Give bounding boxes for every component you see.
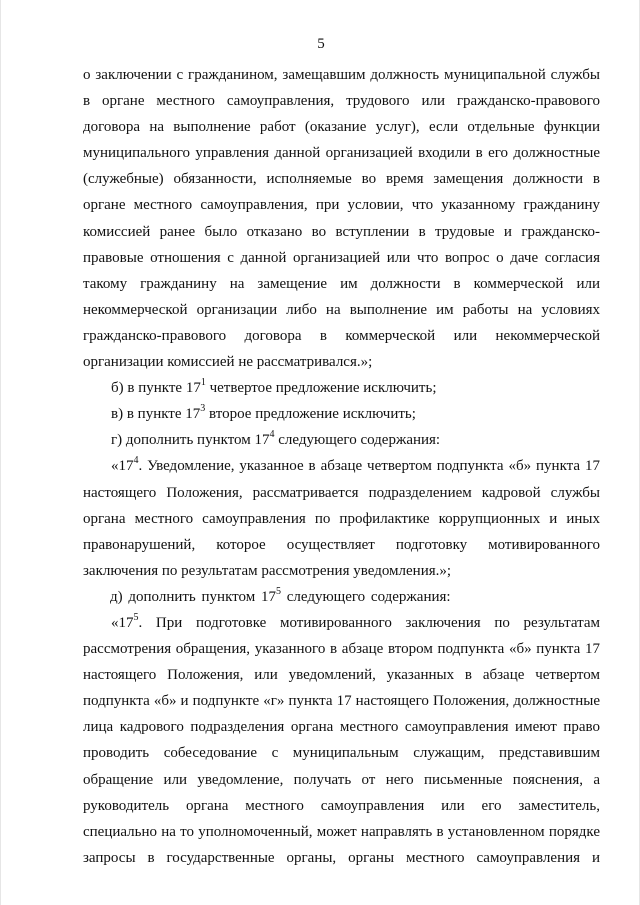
text-line: правовые отношения с данной организацией или что вопрос о даче согласия — [83, 249, 600, 266]
text-line: подпункта «б» и подпункте «г» пункта 17 настоящего Положения, должностные — [83, 693, 600, 710]
paragraph-first-line: б) в пункте $17^1$ четвертое предложение исключить; — [111, 377, 437, 397]
text-line: руководитель органа местного самоуправления или его заместитель, — [83, 797, 600, 814]
text-line: муниципального управления данной организацией входили в его должностные — [83, 145, 600, 162]
text-line: настоящего Положения, или уведомлений, указанных в абзаце четвертом — [83, 667, 600, 684]
text-line: лица кадрового подразделения органа местного самоуправления имеют право — [83, 719, 600, 736]
text-line: гражданско-правового договора в коммерческой или некоммерческой — [83, 327, 600, 344]
text-line: проводить собеседование с муниципальным служащим, представившим — [83, 745, 600, 762]
superscript: 4 — [269, 429, 275, 441]
text-line: организации комиссией не рассматривался.»; — [83, 354, 373, 371]
paragraph-first-line: «$17^5$. При подготовке мотивированного заключения по результатам — [111, 611, 600, 631]
text-line: настоящего Положения, рассматривается подразделением кадровой службы — [83, 484, 600, 501]
superscript: 5 — [133, 611, 139, 623]
text-line: в органе местного самоуправления, трудового или гражданско-правового — [83, 93, 600, 110]
text-line: о заключении с гражданином, замещавшим должность муниципальной службы — [83, 67, 600, 83]
text-line: комиссией ранее было отказано во вступлении в трудовые и гражданско- — [83, 223, 600, 240]
page-number: 5 — [317, 36, 325, 52]
superscript: 3 — [200, 403, 206, 415]
paragraph-first-line: д) дополнить пунктом $17^5$ следующего содержания: — [110, 585, 451, 605]
text-line: (служебные) обязанности, исполняемые во время замещения должности в — [83, 171, 600, 188]
text-line: специально на то уполномоченный, может направлять в установленном порядке — [83, 823, 600, 840]
text-line: заключения по результатам рассмотрения уведомления.»; — [83, 562, 452, 579]
paragraph-first-line: «$17^4$. Уведомление, указанное в абзаце четвертом подпункта «б» пункта 17 — [111, 455, 600, 475]
document-body — [83, 62, 600, 871]
superscript: 4 — [133, 455, 139, 467]
paragraph-first-line: в) в пункте $17^3$ второе предложение исключить; — [111, 403, 416, 423]
text-line: рассмотрения обращения, указанного в абзаце втором подпункта «б» пункта 17 — [83, 641, 600, 658]
text-line: запросы в государственные органы, органы местного самоуправления и — [83, 849, 600, 866]
text-line: правонарушений, которое осуществляет подготовку мотивированного — [83, 536, 600, 553]
superscript: 5 — [275, 585, 281, 597]
paragraph-first-line: г) дополнить пунктом $17^4$ следующего содержания: — [111, 429, 441, 449]
text-line: органа местного самоуправления по профилактике коррупционных и иных — [83, 510, 600, 527]
text-line: договора на выполнение работ (оказание услуг), если отдельные функции — [83, 119, 600, 136]
text-line: такому гражданину на замещение им должности в коммерческой или — [83, 275, 600, 292]
text-line: органе местного самоуправления, при условии, что указанному гражданину — [83, 197, 600, 214]
superscript: 1 — [200, 377, 206, 389]
text-line: обращение или уведомление, получать от него письменные пояснения, а — [83, 771, 600, 788]
text-line: некоммерческой организации либо на выполнение им работы на условиях — [83, 301, 600, 318]
